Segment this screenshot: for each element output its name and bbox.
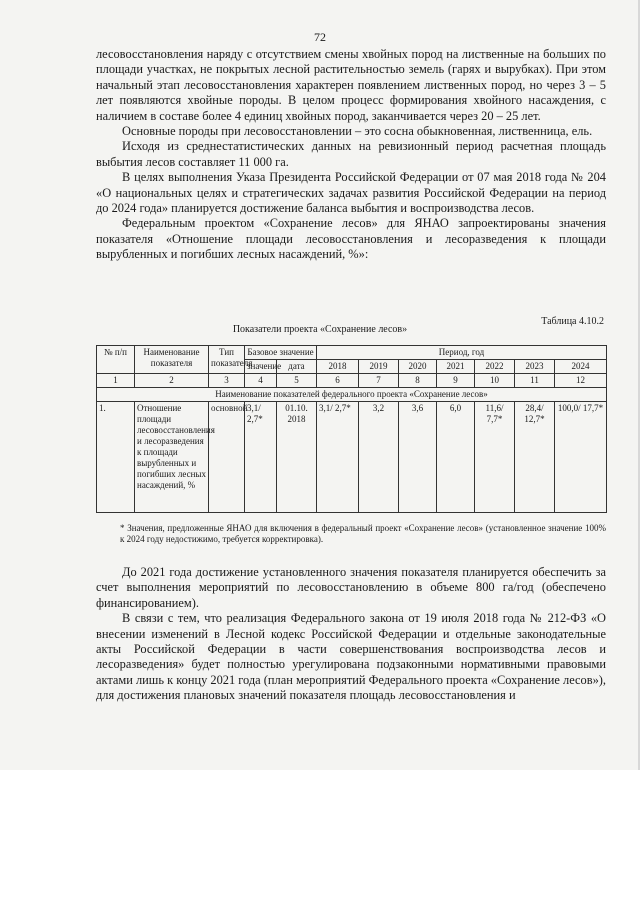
header-year: 2023 xyxy=(515,360,555,374)
row-value: 6,0 xyxy=(437,402,475,513)
header-year: 2021 xyxy=(437,360,475,374)
paragraph: лесовосстановления наряду с отсутствием смены хвойных пород на лиственные на больших по площади участках, не покрытых лесной растительностью земель (гарях и вырубках). При этом начальный этап лесовосстановления характерен появлением лиственных пород, но через 3 – 5 лет появляются хвойные породы. В целом процесс формирования хвойного насаждения, с наличием в составе более 4 единиц хвойных пород, заканчивается через 20 – 25 лет. xyxy=(96,47,606,123)
section-title: Наименование показателей федерального проекта «Сохранение лесов» xyxy=(97,388,607,402)
header-period: Период, год xyxy=(317,346,607,360)
row-num: 1. xyxy=(97,402,135,513)
header-num: № п/п xyxy=(97,346,135,374)
row-value: 11,6/ 7,7* xyxy=(475,402,515,513)
body-text-bottom xyxy=(96,565,606,704)
col-number: 2 xyxy=(135,374,209,388)
col-number: 10 xyxy=(475,374,515,388)
col-number: 7 xyxy=(359,374,399,388)
header-year: 2022 xyxy=(475,360,515,374)
header-base-date: дата xyxy=(277,360,317,374)
row-value: 100,0/ 17,7* xyxy=(555,402,607,513)
col-number: 1 xyxy=(97,374,135,388)
row-value: 3,6 xyxy=(399,402,437,513)
col-number: 5 xyxy=(277,374,317,388)
indicators-table xyxy=(96,345,607,513)
table-title: Показатели проекта «Сохранение лесов» xyxy=(232,324,408,335)
page-number: 72 xyxy=(314,30,326,44)
col-number: 4 xyxy=(245,374,277,388)
header-base: Базовое значение xyxy=(245,346,317,360)
header-year: 2024 xyxy=(555,360,607,374)
row-value: 3,1/ 2,7* xyxy=(317,402,359,513)
col-number: 3 xyxy=(209,374,245,388)
row-base-date: 01.10. 2018 xyxy=(277,402,317,513)
col-number: 11 xyxy=(515,374,555,388)
paragraph: В целях выполнения Указа Президента Российской Федерации от 07 мая 2018 года № 204 «О национальных целях и стратегических задачах развития Российской Федерации на период до 2024 года» планируется достижение баланса выбытия и воспроизводства лесов. xyxy=(96,170,606,216)
header-name: Наименование показателя xyxy=(135,346,209,374)
col-number: 9 xyxy=(437,374,475,388)
header-type: Тип показателя xyxy=(209,346,245,374)
header-year: 2019 xyxy=(359,360,399,374)
paragraph: Федеральным проектом «Сохранение лесов» для ЯНАО запроектированы значения показателя «Отношение площади лесовосстановления и лесоразведения к площади вырубленных и погибших лесных насаждений, %»: xyxy=(96,216,606,262)
row-base-value: 3,1/ 2,7* xyxy=(245,402,277,513)
paragraph: До 2021 года достижение установленного значения показателя планируется обеспечить за счет выполнения мероприятий по лесовосстановлению в объеме 800 га/год (обеспечено финансированием). xyxy=(96,565,606,610)
header-base-value: значение xyxy=(245,360,277,374)
table-number: Таблица 4.10.2 xyxy=(541,316,604,327)
body-text-top xyxy=(96,47,606,263)
row-name: Отношение площади лесовосстановления и лесоразведения к площади вырубленных и погибших лесных насаждений, % xyxy=(135,402,209,513)
paragraph: Основные породы при лесовосстановлении – это сосна обыкновенная, лиственница, ель. xyxy=(122,124,593,139)
col-number: 6 xyxy=(317,374,359,388)
header-year: 2020 xyxy=(399,360,437,374)
header-year: 2018 xyxy=(317,360,359,374)
paragraph: Исходя из среднестатистических данных на ревизионный период расчетная площадь выбытия лесов составляет 11 000 га. xyxy=(96,139,606,169)
table-row xyxy=(97,402,607,513)
col-number: 12 xyxy=(555,374,607,388)
row-value: 28,4/ 12,7* xyxy=(515,402,555,513)
paragraph: В связи с тем, что реализация Федерального закона от 19 июля 2018 года № 212-ФЗ «О внесении изменений в Лесной кодекс Российской Федерации и отдельные законодательные акты Российской Федерации в части совершенствования воспроизводства лесов и лесоразведения» будет полностью урегулирована подзаконными нормативными правовыми актами лишь к концу 2021 года (план мероприятий Федерального проекта «Сохранение лесов»), для достижения плановых значений показателя площадь лесовосстановления и xyxy=(96,611,606,703)
row-type: основной xyxy=(209,402,245,513)
table-footnote: * Значения, предложенные ЯНАО для включения в федеральный проект «Сохранение лесов» (установленное значение 100% к 2024 году недостижимо, требуется корректировка). xyxy=(120,523,606,544)
col-number: 8 xyxy=(399,374,437,388)
row-value: 3,2 xyxy=(359,402,399,513)
